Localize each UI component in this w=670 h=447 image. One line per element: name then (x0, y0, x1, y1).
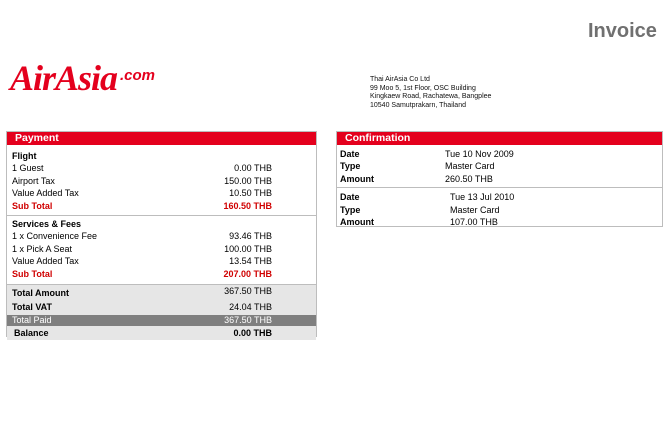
total-amount-label: Total Amount (12, 287, 69, 298)
balance-value: 0.00 THB (233, 327, 272, 338)
row-label: 1 x Pick A Seat (12, 243, 73, 254)
invoice-title: Invoice (588, 20, 657, 42)
amount-label: Amount (340, 216, 374, 227)
amount-row (337, 216, 662, 228)
type-label: Type (340, 204, 361, 215)
payment-row (7, 243, 316, 255)
row-value: 100.00 THB (224, 243, 272, 254)
total-vat-row (7, 301, 316, 313)
payment-panel (6, 131, 317, 337)
confirmation-entry (337, 148, 662, 185)
type-row (337, 204, 662, 216)
total-amount-row (7, 287, 316, 299)
payment-row (7, 230, 316, 242)
date-row (337, 191, 662, 203)
row-label: 1 Guest (12, 163, 44, 174)
row-value: 150.00 THB (224, 175, 272, 186)
date-label: Date (340, 149, 360, 159)
subtotal-value: 160.50 THB (223, 200, 272, 211)
row-label: Value Added Tax (12, 188, 79, 199)
amount-value: 260.50 THB (445, 173, 493, 184)
row-value: 93.46 THB (229, 231, 272, 242)
row-label: 1 x Convenience Fee (12, 231, 98, 242)
row-label: Airport Tax (12, 175, 55, 186)
payment-row (7, 175, 316, 187)
payment-row (7, 162, 316, 174)
total-vat-label: Total VAT (12, 301, 52, 312)
total-vat-value: 24.04 THB (229, 301, 272, 312)
services-heading (7, 218, 316, 230)
type-value: Master Card (450, 204, 500, 215)
airasia-logo (8, 48, 168, 110)
row-value: 0.00 THB (234, 163, 272, 174)
company-line: Kingkaew Road, Rachatewa, Bangplee (370, 93, 492, 101)
total-amount-value: 367.50 THB (224, 285, 272, 296)
row-value: 10.50 THB (229, 188, 272, 199)
balance-row (7, 326, 316, 340)
date-row (337, 148, 662, 160)
total-paid-value: 367.50 THB (224, 314, 272, 325)
subtotal-label: Sub Total (12, 268, 53, 279)
company-line: 10540 Samutprakarn, Thailand (370, 101, 466, 109)
date-value: Tue 13 Jul 2010 (450, 192, 515, 203)
company-address (370, 76, 491, 110)
payment-row (7, 255, 316, 267)
payment-heading: Payment (7, 132, 316, 145)
company-line: 99 Moo 5, 1st Floor, OSC Building (370, 84, 476, 92)
type-label: Type (340, 161, 361, 172)
totals-block (7, 284, 316, 315)
total-paid-label: Total Paid (12, 314, 52, 325)
subtotal-value: 207.00 THB (223, 268, 272, 279)
row-label: Value Added Tax (12, 256, 79, 267)
type-value: Master Card (445, 161, 495, 172)
total-paid-row (7, 315, 316, 326)
amount-label: Amount (340, 173, 374, 184)
amount-row (337, 173, 662, 185)
confirmation-heading: Confirmation (337, 132, 662, 145)
flight-label: Flight (12, 151, 37, 161)
subtotal-label: Sub Total (12, 200, 53, 211)
services-label: Services & Fees (12, 218, 82, 229)
amount-value: 107.00 THB (450, 216, 498, 227)
row-value: 13.54 THB (229, 256, 272, 267)
date-label: Date (340, 192, 360, 203)
balance-label: Balance (14, 327, 49, 338)
flight-subtotal-row (7, 200, 316, 212)
services-subtotal-row (7, 268, 316, 280)
flight-heading (7, 150, 316, 162)
company-line: Thai AirAsia Co Ltd (370, 76, 430, 83)
payment-row (7, 187, 316, 199)
date-value: Tue 10 Nov 2009 (445, 149, 514, 159)
confirmation-panel (336, 131, 663, 227)
type-row (337, 160, 662, 172)
svg-text:AirAsia: AirAsia (10, 58, 118, 98)
svg-text:.com: .com (120, 67, 156, 84)
confirmation-entry (337, 191, 662, 228)
